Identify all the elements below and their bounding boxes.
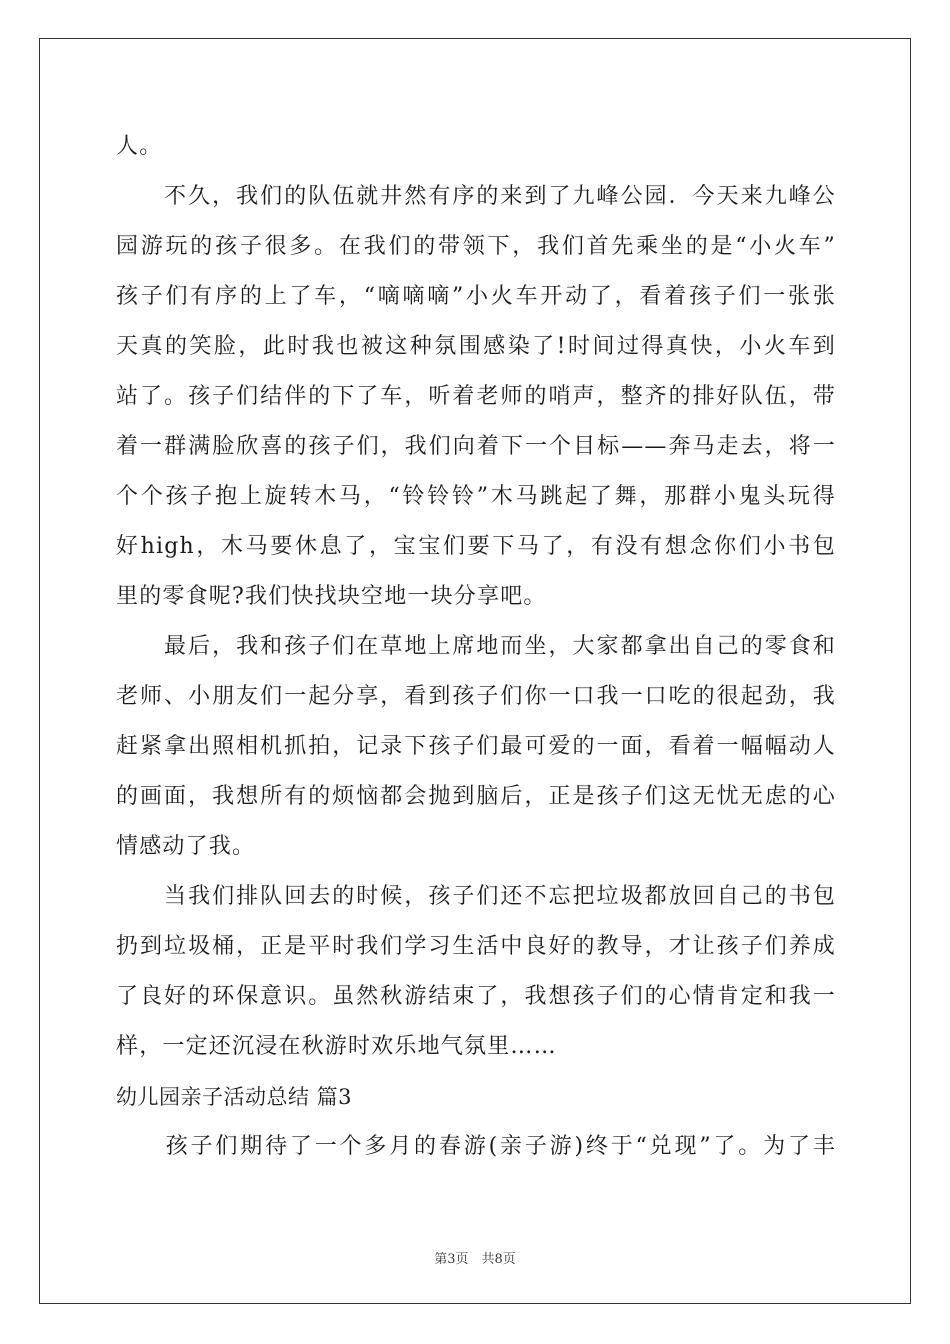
- text-line: 最后，我和孩子们在草地上席地而坐，大家都拿出自己的零食和: [116, 634, 836, 659]
- text-line: 情感动了我。: [116, 834, 256, 859]
- text-line: 扔到垃圾桶，正是平时我们学习生活中良好的教导，才让孩子们养成: [116, 934, 836, 959]
- page-number-footer: 第3页 共8页: [434, 1252, 516, 1267]
- text-line: 站了。孩子们结伴的下了车，听着老师的哨声，整齐的排好队伍，带: [116, 384, 836, 409]
- text-line: 着一群满脸欣喜的孩子们，我们向着下一个目标——奔马走去，将一: [116, 434, 836, 459]
- text-line: 天真的笑脸，此时我也被这种氛围感染了!时间过得真快，小火车到: [116, 334, 836, 359]
- text-line: 个个孩子抱上旋转木马，“铃铃铃”木马跳起了舞，那群小鬼头玩得: [116, 484, 836, 509]
- text-line: 当我们排队回去的时候，孩子们还不忘把垃圾都放回自己的书包: [116, 884, 836, 909]
- text-line: 赶紧拿出照相机抓拍，记录下孩子们最可爱的一面，看着一幅幅动人: [116, 734, 836, 759]
- text-line: 孩子们有序的上了车，“嘀嘀嘀”小火车开动了，看着孩子们一张张: [116, 284, 836, 309]
- text-line: 样，一定还沉浸在秋游时欢乐地气氛里……: [116, 1034, 557, 1059]
- text-line: 的画面，我想所有的烦恼都会抛到脑后，正是孩子们这无忧无虑的心: [116, 784, 836, 809]
- document-body: [116, 122, 836, 1172]
- text-line: 老师、小朋友们一起分享，看到孩子们你一口我一口吃的很起劲，我: [116, 684, 836, 709]
- text-line: 孩子们期待了一个多月的春游(亲子游)终于“兑现”了。为了丰: [116, 1134, 836, 1159]
- text-line: 了良好的环保意识。虽然秋游结束了，我想孩子们的心情肯定和我一: [116, 984, 836, 1009]
- text-line: 人。: [116, 134, 163, 159]
- text-line: 园游玩的孩子很多。在我们的带领下，我们首先乘坐的是“小火车”: [116, 234, 836, 259]
- text-line: 好high，木马要休息了，宝宝们要下马了，有没有想念你们小书包: [116, 534, 836, 559]
- text-line: 不久，我们的队伍就井然有序的来到了九峰公园．今天来九峰公: [116, 184, 836, 209]
- text-line: 里的零食呢?我们快找块空地一块分享吧。: [116, 584, 547, 609]
- section-heading: 幼儿园亲子活动总结 篇3: [116, 1085, 353, 1109]
